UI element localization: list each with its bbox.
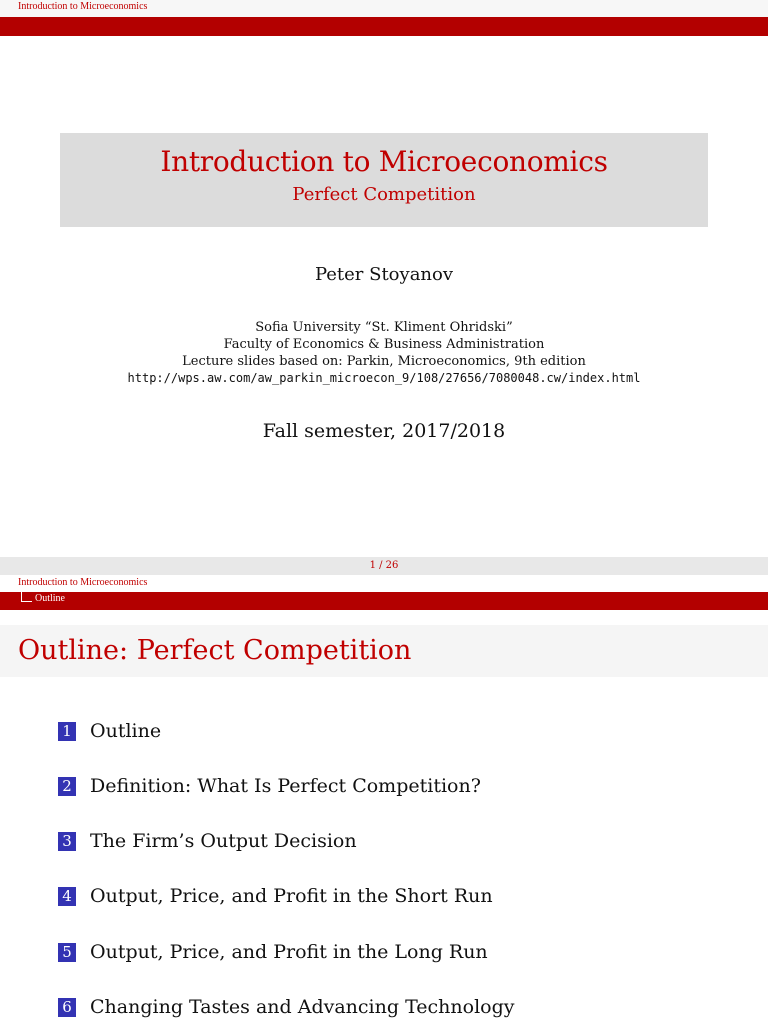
page-indicator: 1 / 26: [0, 557, 768, 575]
toc-number-badge: 6: [58, 998, 76, 1017]
header-title[interactable]: Introduction to Microeconomics: [18, 1, 148, 12]
toc-item[interactable]: [58, 830, 357, 852]
toc-number-badge: 4: [58, 887, 76, 906]
toc-label: Definition: What Is Perfect Competition?: [90, 775, 481, 797]
institution-block: [0, 319, 768, 387]
toc-number-badge: 5: [58, 943, 76, 962]
frame-title-bar: [0, 625, 768, 677]
toc-label: Output, Price, and Profit in the Long Run: [90, 941, 488, 963]
toc-label: The Firm’s Output Decision: [90, 830, 357, 852]
toc-item[interactable]: [58, 775, 481, 797]
presentation-subtitle: Perfect Competition: [292, 184, 476, 205]
section-link[interactable]: Outline: [35, 593, 65, 604]
toc-item[interactable]: [58, 885, 493, 907]
header-red-bar: [0, 17, 768, 36]
outline-slide: [0, 575, 768, 1024]
slide-header: [0, 575, 768, 592]
toc-number-badge: 1: [58, 722, 76, 741]
institution-line: Lecture slides based on: Parkin, Microeconomics, 9th edition: [182, 354, 586, 369]
institution-line: Sofia University “St. Kliment Ohridski”: [255, 320, 513, 335]
semester-date: Fall semester, 2017/2018: [262, 420, 506, 442]
slide-header: [0, 0, 768, 17]
toc-number-badge: 2: [58, 777, 76, 796]
toc-item[interactable]: [58, 720, 161, 742]
toc-label: Outline: [90, 720, 162, 742]
toc-item[interactable]: [58, 996, 514, 1018]
frame-title: Outline: Perfect Competition: [18, 635, 412, 666]
header-title[interactable]: Introduction to Microeconomics: [18, 577, 148, 588]
toc-item[interactable]: [58, 941, 488, 963]
institution-line: Faculty of Economics & Business Administration: [223, 337, 545, 352]
toc-number-badge: 3: [58, 832, 76, 851]
toc-label: Output, Price, and Profit in the Short Run: [90, 885, 493, 907]
title-box: [60, 133, 708, 227]
toc-label: Changing Tastes and Advancing Technology: [90, 996, 515, 1018]
source-url[interactable]: http://wps.aw.com/aw_parkin_microecon_9/108/27656/7080048.cw/index.html: [127, 371, 641, 385]
section-bar: [0, 592, 768, 610]
presentation-title: Introduction to Microeconomics: [160, 145, 608, 178]
tree-branch-icon: [21, 590, 32, 602]
author-name: Peter Stoyanov: [314, 264, 454, 285]
